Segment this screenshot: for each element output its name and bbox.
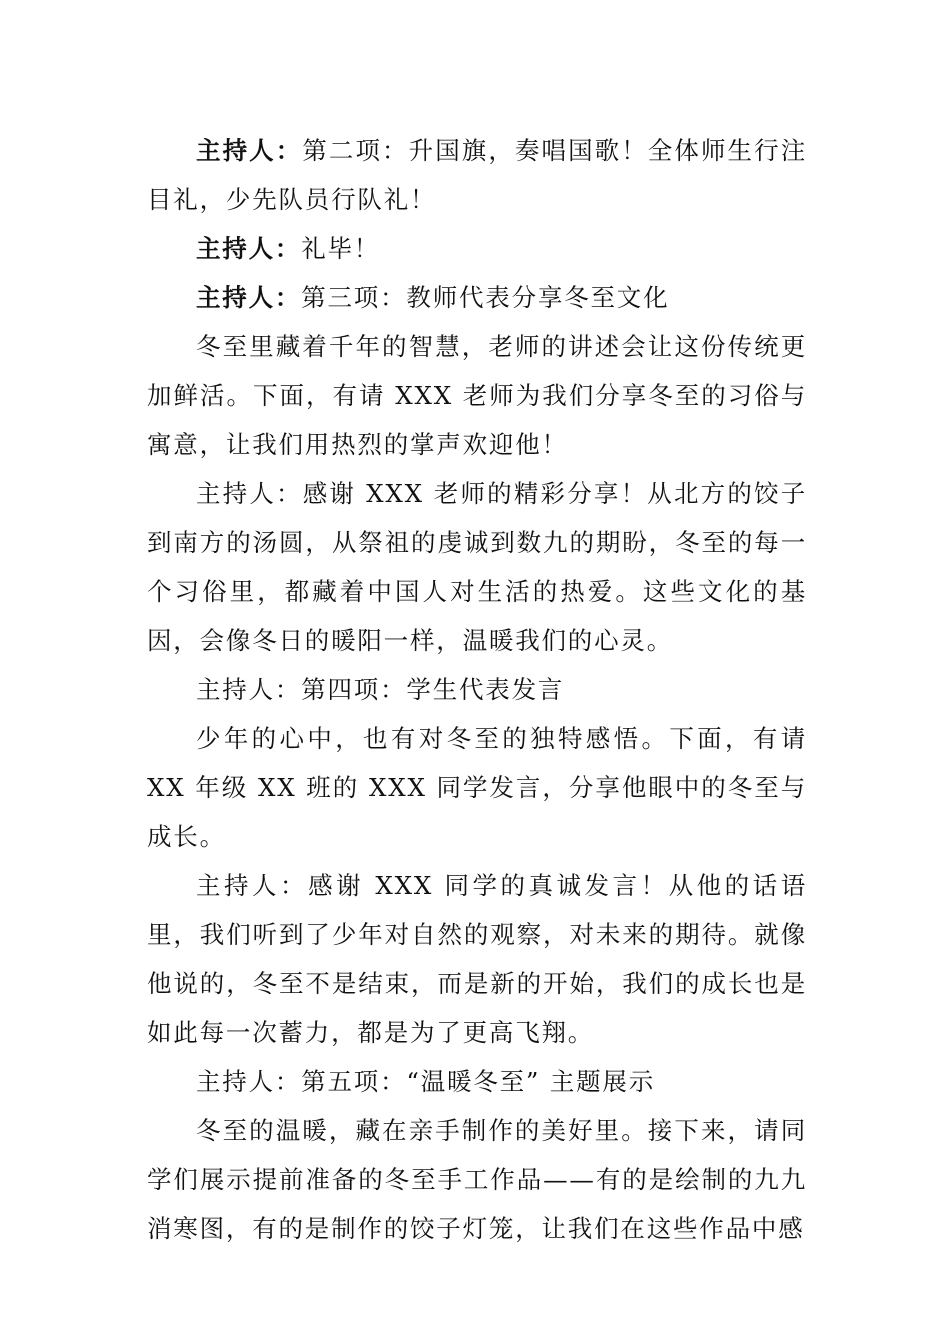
paragraph-text: 礼毕！ bbox=[301, 234, 381, 263]
paragraph-item-three bbox=[147, 273, 807, 322]
paragraph-student-thanks: 主持人：感谢 XXX 同学的真诚发言！从他的话语里，我们听到了少年对自然的观察，对未来的期待。就像他说的，冬至不是结束，而是新的开始，我们的成长也是如此每一次蓄力，都是为了更高飞翔。 bbox=[147, 871, 807, 1047]
paragraph-flag-ceremony bbox=[147, 126, 807, 224]
paragraph-teacher-intro: 冬至里藏着千年的智慧，老师的讲述会让这份传统更加鲜活。下面，有请 XXX 老师为我们分享冬至的习俗与寓意，让我们用热烈的掌声欢迎他！ bbox=[147, 332, 807, 459]
host-label: 主持人： bbox=[196, 136, 303, 165]
paragraph-item-five: 主持人：第五项：“温暖冬至” 主题展示 bbox=[196, 1067, 656, 1096]
host-label: 主持人： bbox=[196, 283, 302, 312]
paragraph-text: 第三项：教师代表分享冬至文化 bbox=[301, 283, 670, 312]
document-page bbox=[147, 126, 807, 1253]
paragraph-item-four: 主持人：第四项：学生代表发言 bbox=[196, 675, 565, 704]
paragraph-student-intro: 少年的心中，也有对冬至的独特感悟。下面，有请 XX 年级 XX 班的 XXX 同学发言，分享他眼中的冬至与成长。 bbox=[147, 724, 807, 851]
paragraph-theme-show: 冬至的温暖，藏在亲手制作的美好里。接下来，请同学们展示提前准备的冬至手工作品——有的是绘制的九九消寒图，有的是制作的饺子灯笼，让我们在这些作品中感 bbox=[147, 1116, 807, 1243]
paragraph-text: 第二项：升国旗，奏唱国歌！全体师生行注目礼，少先队员行队礼！ bbox=[147, 136, 807, 214]
host-label: 主持人： bbox=[196, 234, 302, 263]
paragraph-teacher-thanks: 主持人：感谢 XXX 老师的精彩分享！从北方的饺子到南方的汤圆，从祭祖的虔诚到数九的期盼，冬至的每一个习俗里，都藏着中国人对生活的热爱。这些文化的基因，会像冬日的暖阳一样，温暖我们的心灵。 bbox=[147, 479, 807, 655]
paragraph-ceremony-end bbox=[147, 224, 807, 273]
